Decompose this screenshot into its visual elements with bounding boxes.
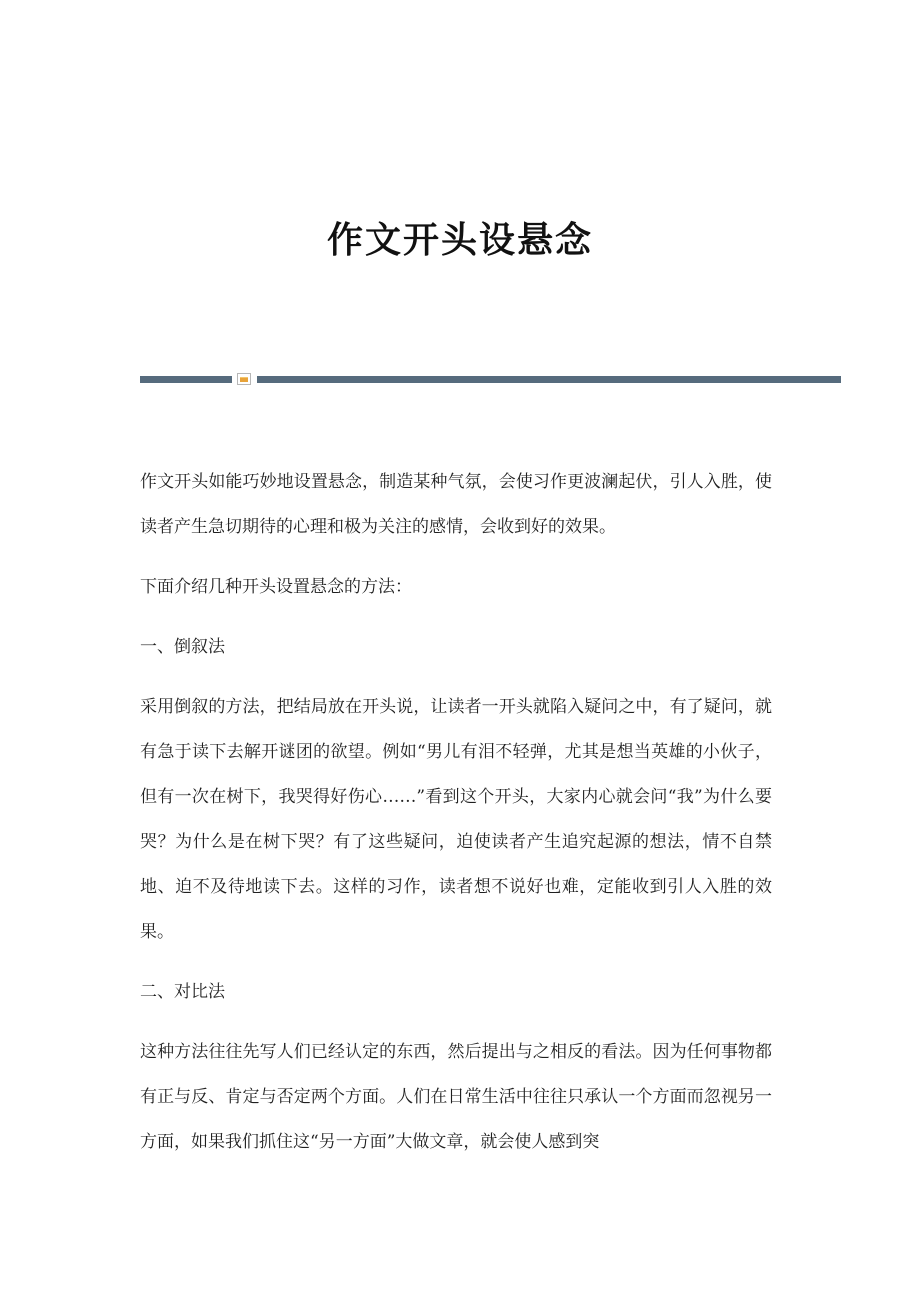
divider-bar-left xyxy=(140,376,232,383)
section-heading-contrast: 二、对比法 xyxy=(140,982,225,1002)
divider-ornament-icon xyxy=(237,373,251,385)
paragraph-flashback: 采用倒叙的方法，把结局放在开头说，让读者一开头就陷入疑问之中，有了疑问，就有急于读下去解开谜团的欲望。例如“男儿有泪不轻弹，尤其是想当英雄的小伙子，但有一次在树下，我哭得好伤心……”看到这个开头，大家内心就会问“我”为什么要哭？为什么是在树下哭？有了这些疑问，迫使读者产生追究起源的想法，情不自禁地、迫不及待地读下去。这样的习作，读者想不说好也难，定能收到引人入胜的效果。 xyxy=(140,697,772,942)
ornament-fill xyxy=(240,377,248,382)
paragraph-intro: 作文开头如能巧妙地设置悬念，制造某种气氛，会使习作更波澜起伏，引人入胜，使读者产生急切期待的心理和极为关注的感情，会收到好的效果。 xyxy=(140,472,772,537)
paragraph-contrast: 这种方法往往先写人们已经认定的东西，然后提出与之相反的看法。因为任何事物都有正与反、肯定与否定两个方面。人们在日常生活中往往只承认一个方面而忽视另一方面，如果我们抓住这“另一方面”大做文章，就会使人感到突 xyxy=(140,1042,772,1152)
section-heading-flashback: 一、倒叙法 xyxy=(140,637,225,657)
document-body xyxy=(140,460,772,1180)
paragraph-methods-lead: 下面介绍几种开头设置悬念的方法： xyxy=(140,577,412,597)
title-divider xyxy=(140,373,841,387)
divider-bar-right xyxy=(257,376,841,383)
document-title: 作文开头设悬念 xyxy=(326,219,593,261)
